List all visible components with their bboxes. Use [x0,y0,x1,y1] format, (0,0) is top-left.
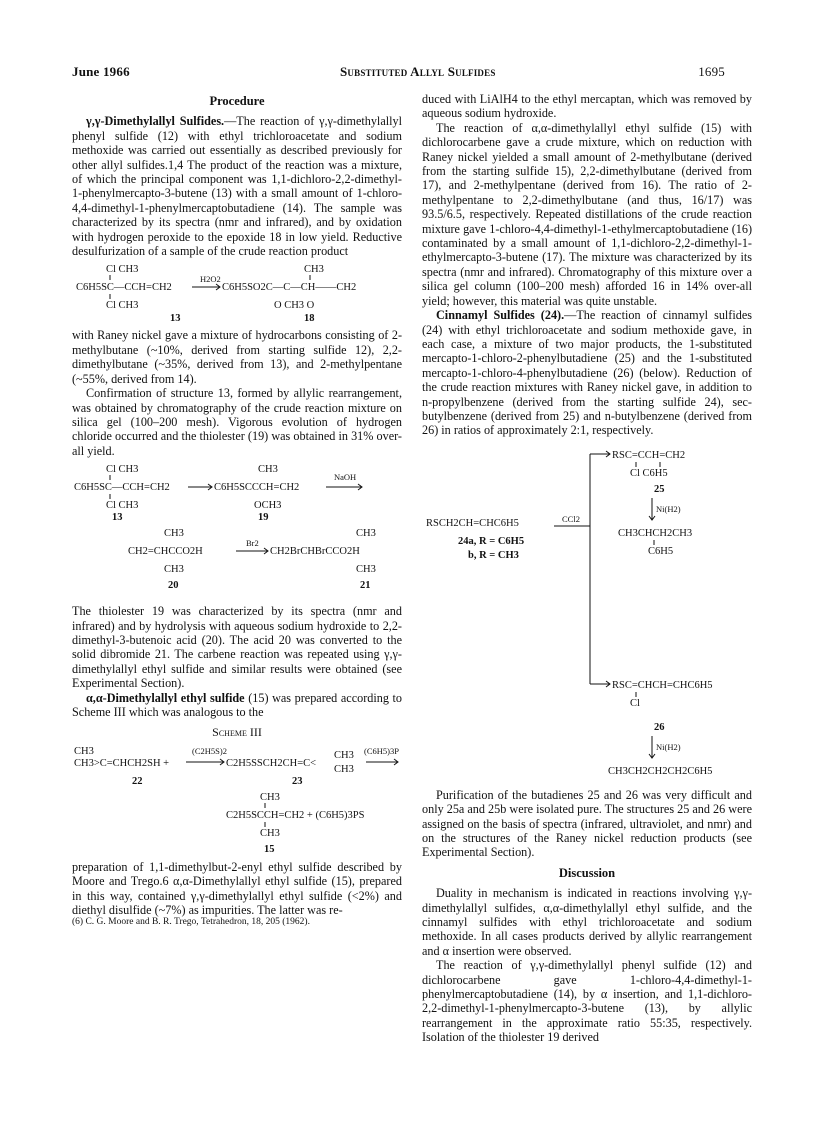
formula-substituent: CH3 [356,528,376,540]
paragraph-text: —The reaction of cinnamyl sulfides (24) with ethyl trichloroacetate and sodium methoxide gave, in each case, a mixture of two major products, the 1-substituted mercapto-1-chloro-2-phenylbutadiene (25) and the 1-substituted mercapto-1-chloro-4-phenylbutadiene (26) (below). Reduction of the crude reaction mixtures with Raney nickel gave, in addition to n-propylbenzene (derived from the starting sulfide 24), sec-butylbenzene (derived from 25) and n-butylbenzene (derived from 26) in ratios of approximately 2:1, respectively. [422,308,752,438]
formula-substituent: CH3 [304,264,324,276]
compound-number: 26 [654,721,665,733]
formula: RSCH2CH=CHC6H5 [426,517,519,529]
footnote: (6) C. G. Moore and B. R. Trego, Tetrahedron, 18, 205 (1962). [72,917,310,928]
formula-substituent: CH3 [356,564,376,576]
formula: CH2=CHCCO2H [128,546,203,558]
page-number: 1695 [698,64,725,79]
formula-substituent: Cl CH3 [106,300,139,312]
formula-substituent: CH3 [164,564,184,576]
compound-variant-b: b, R = CH3 [468,549,519,561]
formula-substituent: Cl CH3 [106,500,139,512]
paragraph [72,691,402,720]
paragraph [422,308,752,438]
formula: C2H5SCCH=CH2 + (C6H5)3PS [226,809,365,821]
formula-substituent: CH3 [74,745,94,757]
compound-variant-a: 24a, R = C6H5 [458,535,525,547]
compound-number: 18 [304,313,315,325]
compound-number: 20 [168,580,179,592]
formula-substituent: Cl CH3 [106,264,139,276]
reagent-label: (C2H5S)2 [192,745,227,756]
formula: RSC=CCH=CH2 [612,449,686,461]
scheme-iii-figure [72,744,402,856]
formula-substituent: CH3 [334,749,354,761]
reagent-label: Ni(H2) [656,503,681,514]
reaction-figure-cinnamyl [422,442,752,722]
paragraph: Purification of the butadienes 25 and 26 was very difficult and only 25a and 25b were isolated pure. The structures 25 and 26 were assigned on the basis of spectra (infrared, ultraviolet, and nmr) and on the structures of the Raney nickel reduction products (see Experimental Section). [422,787,752,860]
paragraph [72,114,402,258]
formula-substituent: C6H5 [648,545,674,557]
compound-number: 23 [292,775,303,787]
paragraph: The reaction of γ,γ-dimethylallyl phenyl sulfide (12) and dichlorocarbene gave 1-chloro-4,4-dimethyl-1-phenylmercaptobutadiene (14), by α insertion, and 1,1-dichloro-2,2-dimethyl-1-phenylmercapto-3-butene (13), by allylic rearrangement in the approximate ratio 55:35, respectively. Isolation of the thiolester 19 derived [422,958,752,1045]
formula: C6H5SC—CCH=CH2 [76,282,172,294]
right-column [422,92,752,1045]
formula: C6H5SCCCH=CH2 [214,482,300,494]
compound-number: 13 [112,512,123,524]
paragraph: preparation of 1,1-dimethylbut-2-enyl ethyl sulfide described by Moore and Trego.6 α,α-Dimethylallyl ethyl sulfide (15), prepared in this way, contained γ,γ-dimethylallyl ethyl sulfide (<2%) and diethyl disulfide (~7%) as impurities. The latter was re- [72,859,402,917]
formula-substituent: Cl CH3 [106,464,139,476]
reagent-label: CCl2 [562,513,580,524]
reaction-figure-cinnamyl-reduction [422,720,752,784]
formula: CH3>C=CHCH2SH + [74,757,170,769]
compound-number: 15 [264,843,275,855]
scheme-title: Scheme III [212,725,262,740]
paragraph: Confirmation of structure 13, formed by allylic rearrangement, was obtained by chromatography of the crude reaction mixture on silica gel (100–200 mesh). Vigorous evolution of hydrogen chloride occurred and the thiolester (19) was obtained in 31% over-all yield. [72,386,402,458]
formula-substituent: CH3 [164,528,184,540]
formula: RSC=CHCH=CHC6H5 [612,679,713,691]
compound-number: 22 [132,775,143,787]
paragraph: with Raney nickel gave a mixture of hydrocarbons consisting of 2-methylbutane (~10%, derived from starting sulfide 12), 2,2-dimethylbutane (~35%, derived from 13), and 2-methylpentane (~55%, derived from 14). [72,328,402,386]
formula: CH3CH2CH2CH2C6H5 [608,765,713,777]
compound-number: 13 [170,313,181,325]
reaction-figure-thiolester [72,462,402,600]
paragraph-text: (15) was prepared according to Scheme III which was analogous to the [72,690,402,719]
formula-substituent: CH3 [260,827,280,839]
paragraph: duced with LiAlH4 to the ethyl mercaptan, which was removed by aqueous sodium hydroxide. [422,92,752,121]
reagent-label: Ni(H2) [656,741,681,752]
formula-substituent: O CH3 O [274,300,315,312]
run-in-heading: α,α-Dimethylallyl ethyl sulfide [86,690,245,705]
running-header-date: June 1966 [72,64,130,79]
compound-number: 25 [654,483,665,495]
procedure-heading: Procedure [209,94,265,108]
paragraph: The reaction of α,α-dimethylallyl ethyl sulfide (15) with dichlorocarbene gave a crude mixture, which on reduction with Raney nickel yielded a small amount of 2-methylbutane (derived from the starting sulfide 15), 2,2-dimethylbutane (derived from 17), and 2-methylpentane (derived from 16). The ratio of 2-methylpentane to 2,2-dimethylbutane (and thus, 16/17) was 93.5/6.5, respectively. Repeated distillations of the crude reaction mixture gave 1-chloro-4,4-dimethyl-1-ethylmercaptobutadiene (16) contaminated by a small amount of 1,1-dichloro-2,2-dimethyl-1-ethylmercapto-3-butene (17). The mixture was characterized by its spectra (nmr and infrared). Chromatography of this mixture over a silica gel column (100–200 mesh) afforded 16 in 14% over-all yield; however, this material was quite unstable. [422,120,752,308]
running-header-title: Substituted Allyl Sulfides [340,64,496,79]
formula-substituent: Cl [630,697,640,709]
paragraph-text: —The reaction of γ,γ-dimethylallyl phenyl sulfide (12) with ethyl trichloroacetate and sodium methoxide was carried out essentially as described previously for other allyl sulfides.1,4 The product of the reaction was a mixture, of which the principal component was 1,1-dichloro-2,2-dimethyl-1-phenylmercapto-3-butene (13) with a small amount of 1-chloro-4,4-dimethyl-1-phenylmercaptobutadiene (14). The sample was characterized by its spectra (nmr and infrared), and by oxidation with hydrogen peroxide to the epoxide 18 in low yield. Reductive desulfurization of a sample of the crude reaction product [72,114,402,259]
formula-substituent: Cl C6H5 [630,467,668,479]
paragraph: Duality in mechanism is indicated in reactions involving γ,γ-dimethylallyl sulfides, α,α-dimethylallyl ethyl sulfide, and the cinnamyl sulfides with ethyl trichloroacetate and sodium methoxide. In all cases products derived by allylic rearrangement and α insertion were observed. [422,886,752,958]
compound-number: 21 [360,580,371,592]
formula-substituent: CH3 [334,763,354,775]
compound-number: 19 [258,512,269,524]
formula-substituent: CH3 [260,791,280,803]
formula: C6H5SO2C—C—CH——CH2 [222,282,357,294]
reagent-label: NaOH [334,472,357,483]
left-column [72,92,402,928]
run-in-heading: γ,γ-Dimethylallyl Sulfides. [86,114,225,129]
paragraph: The thiolester 19 was characterized by its spectra (nmr and infrared) and by hydrolysis with aqueous sodium hydroxide to 2,2-dimethyl-3-butenoic acid (20). The acid 20 was converted to the solid dibromide 21. The carbene reaction was repeated using γ,γ-dimethylallyl ethyl sulfide and similar results were obtained (see Experimental Section). [72,604,402,691]
formula: CH3CHCH2CH3 [618,527,693,539]
formula: CH2BrCHBrCCO2H [270,546,360,558]
reagent-label: H2O2 [200,274,221,285]
formula: C6H5SC—CCH=CH2 [74,482,170,494]
formula-substituent: OCH3 [254,500,282,512]
reagent-label: (C6H5)3P [364,745,399,756]
spacer [422,860,752,864]
formula-substituent: CH3 [258,464,278,476]
reagent-label: Br2 [246,538,259,549]
discussion-heading: Discussion [558,865,616,880]
formula: C2H5SSCH2CH=C< [226,757,317,769]
run-in-heading: Cinnamyl Sulfides (24). [436,308,565,323]
reaction-figure-epoxidation [72,262,402,324]
